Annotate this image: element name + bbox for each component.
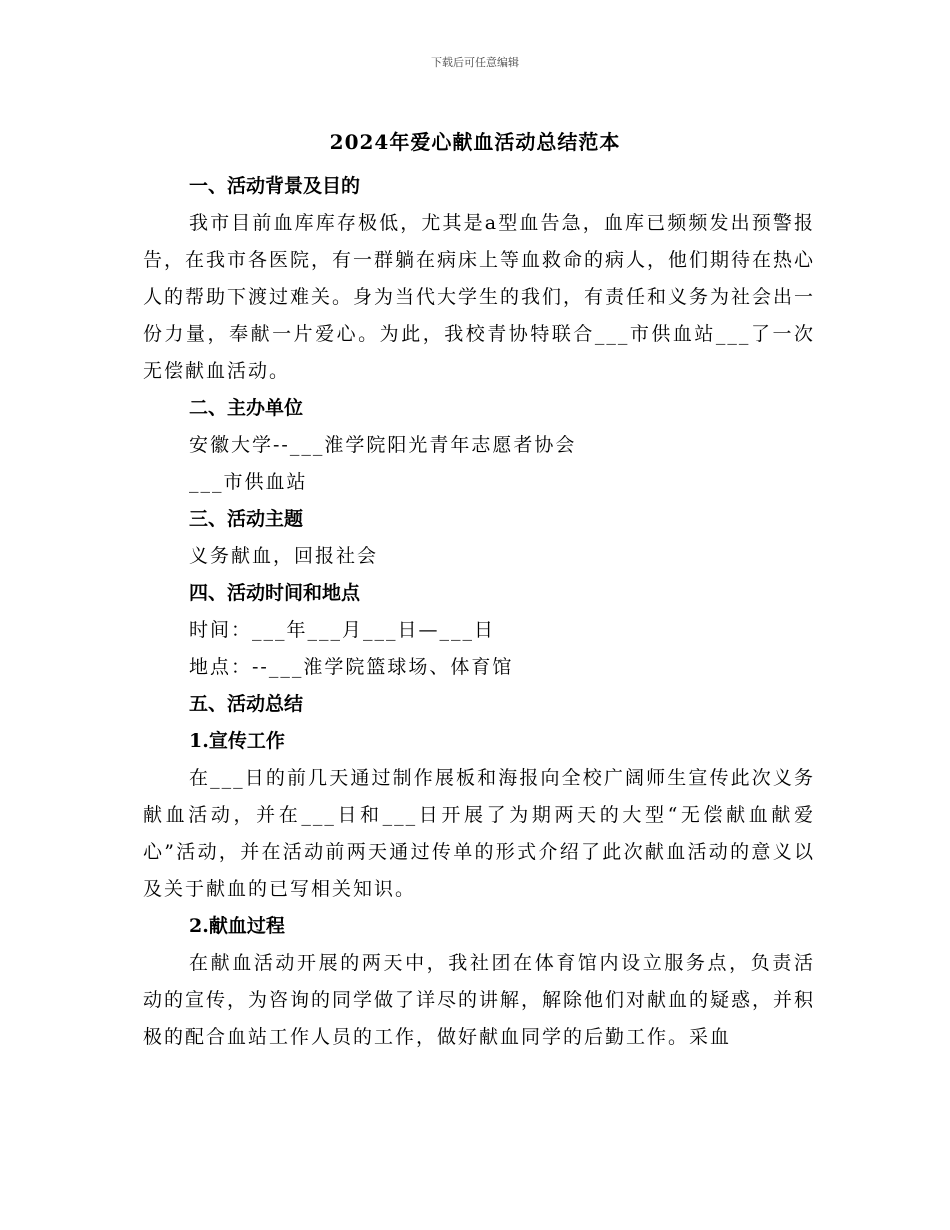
- document-title: 2024年爱心献血活动总结范本: [329, 130, 621, 154]
- paragraph-donation-process: 在献血活动开展的两天中，我社团在体育馆内设立服务点，负责活动的宣传，为咨询的同学做了详尽的讲解，解除他们对献血的疑惑，并积极的配合血站工作人员的工作，做好献血同学的后勤工作。采血: [143, 952, 816, 1048]
- document-body: [143, 168, 815, 1056]
- section-heading-time-place: 四、活动时间和地点: [189, 582, 361, 604]
- subheading-publicity: 1.宣传工作: [189, 730, 285, 752]
- section-heading-background: 一、活动背景及目的: [189, 175, 361, 197]
- time-line: 时间：___年___月___日—___日: [189, 619, 496, 641]
- organizer-line-2: ___市供血站: [189, 471, 308, 493]
- paragraph-background: 我市目前血库库存极低，尤其是a型血告急，血库已频频发出预警报告，在我市各医院，有一群躺在病床上等血救命的病人，他们期待在热心人的帮助下渡过难关。身为当代大学生的我们，有责任和义务为社会出一份力量，奉献一片爱心。为此，我校青协特联合___市供血站___了一次无偿献血活动。: [143, 212, 816, 382]
- place-line: 地点：--___淮学院篮球场、体育馆: [189, 656, 514, 678]
- paragraph-publicity: 在___日的前几天通过制作展板和海报向全校广阔师生宣传此次义务献血活动，并在___日和___日开展了为期两天的大型“无偿献血献爱心”活动，并在活动前两天通过传单的形式介绍了此次献血活动的意义以及关于献血的已写相关知识。: [143, 767, 815, 900]
- subheading-donation-process: 2.献血过程: [189, 915, 285, 937]
- theme-line: 义务献血，回报社会: [189, 545, 379, 567]
- organizer-line-1: 安徽大学--___淮学院阳光青年志愿者协会: [189, 434, 577, 456]
- section-heading-summary: 五、活动总结: [189, 693, 304, 715]
- section-heading-theme: 三、活动主题: [189, 508, 304, 530]
- header-note: 下载后可任意编辑: [431, 56, 519, 69]
- section-heading-organizer: 二、主办单位: [189, 397, 304, 419]
